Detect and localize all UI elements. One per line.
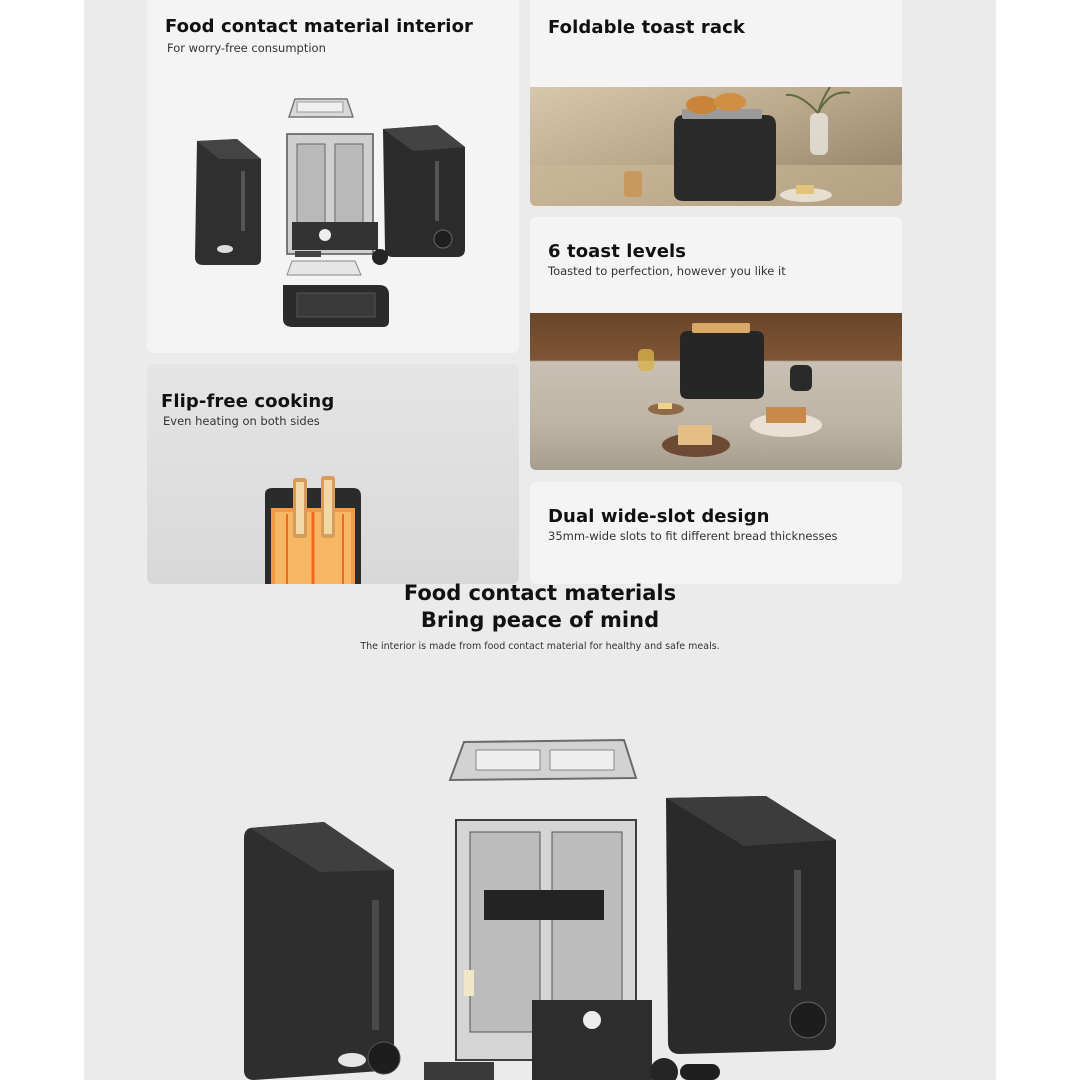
card-title: 6 toast levels bbox=[548, 241, 687, 262]
card-title: Food contact material interior bbox=[165, 16, 474, 37]
glowing-toaster-icon bbox=[147, 474, 519, 584]
feature-card-levels bbox=[530, 217, 902, 470]
kitchen-counter-toaster-photo bbox=[530, 313, 902, 470]
card-title: Foldable toast rack bbox=[548, 17, 745, 38]
card-subtitle: For worry-free consumption bbox=[167, 41, 326, 55]
feature-card-slots bbox=[530, 482, 902, 584]
card-subtitle: Even heating on both sides bbox=[163, 414, 320, 428]
large-exploded-toaster-icon bbox=[84, 720, 996, 1080]
section-description: The interior is made from food contact material for healthy and safe meals. bbox=[360, 641, 720, 652]
card-subtitle: Toasted to perfection, however you like it bbox=[548, 264, 786, 278]
toaster-with-croissants-photo bbox=[530, 87, 902, 206]
section-headline-line-1: Food contact materials bbox=[403, 581, 677, 605]
card-title: Dual wide-slot design bbox=[548, 506, 770, 527]
feature-card-interior bbox=[147, 0, 519, 353]
section-headline-line-2: Bring peace of mind bbox=[420, 608, 660, 632]
card-title: Flip-free cooking bbox=[161, 391, 335, 412]
product-detail-page bbox=[84, 0, 996, 1080]
feature-card-flip bbox=[147, 364, 519, 584]
exploded-toaster-icon bbox=[147, 89, 519, 353]
card-subtitle: 35mm-wide slots to fit different bread thicknesses bbox=[548, 529, 838, 543]
feature-card-rack bbox=[530, 0, 902, 206]
